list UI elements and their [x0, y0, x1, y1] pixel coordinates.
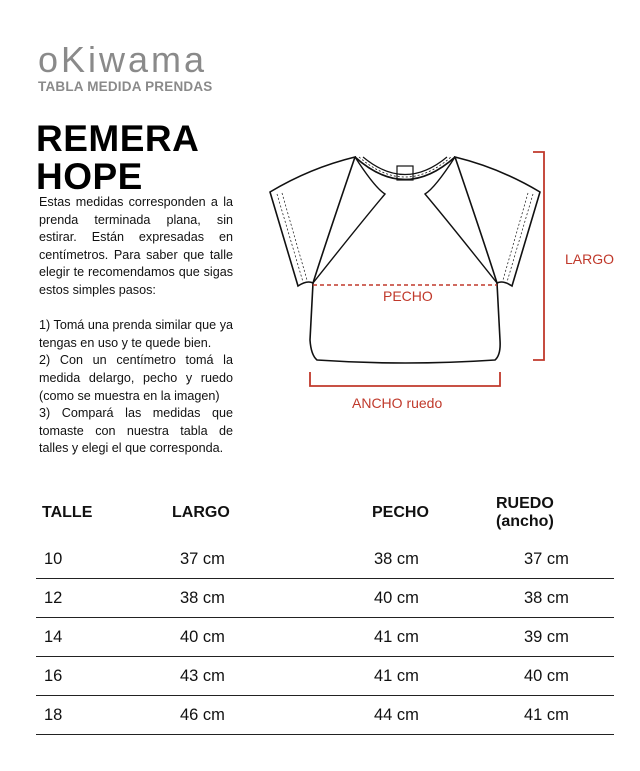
garment-diagram: [255, 140, 625, 420]
instructions-step2: 2) Con un centímetro tomá la medida delargo, pecho y ruedo (como se muestra en la imagen): [39, 353, 233, 403]
cell-pecho: 38 cm: [374, 549, 419, 568]
brand-logo: oKiwama: [38, 39, 208, 80]
instructions-step1: 1) Tomá una prenda similar que ya tengas en uso y te quede bien.: [39, 318, 233, 350]
cell-largo: 38 cm: [180, 588, 225, 607]
product-title-line2: HOPE: [36, 156, 143, 197]
cell-ruedo: 38 cm: [524, 588, 569, 607]
header-pecho: PECHO: [372, 504, 429, 521]
size-table-header: [36, 495, 614, 530]
size-table: [36, 495, 614, 735]
label-ancho-ruedo: ANCHO ruedo: [352, 395, 443, 411]
instructions-step3: 3) Compará las medidas que tomaste con nuestra tabla de talles y elegi el que corresponda.: [39, 406, 233, 456]
size-table-body: [36, 540, 614, 735]
label-tag: [397, 166, 413, 180]
instructions-intro: Estas medidas corresponden a la prenda terminada plana, sin estirar. Están expresadas en centímetros. Para saber que talle elegir te recomendamos que sigas estos simples pasos:: [39, 195, 233, 297]
cell-ruedo: 39 cm: [524, 627, 569, 646]
table-row: [36, 540, 614, 579]
cell-pecho: 41 cm: [374, 627, 419, 646]
cell-ruedo: 40 cm: [524, 666, 569, 685]
tshirt-right-sleeve: [455, 157, 540, 286]
header-ruedo: RUEDO (ancho): [496, 495, 554, 530]
product-title-line1: REMERA: [36, 118, 200, 159]
cell-pecho: 40 cm: [374, 588, 419, 607]
collar-outer: [355, 157, 455, 180]
table-row: [36, 696, 614, 735]
table-row: [36, 579, 614, 618]
label-largo: LARGO: [565, 251, 615, 267]
table-row: [36, 657, 614, 696]
table-row: [36, 618, 614, 657]
tshirt-left-sleeve: [270, 157, 355, 286]
cell-largo: 37 cm: [180, 549, 225, 568]
cell-talle: 10: [44, 549, 63, 568]
paragraph-gap: [39, 300, 233, 318]
cell-ruedo: 37 cm: [524, 549, 569, 568]
brand-block: [38, 39, 248, 94]
instructions: [39, 194, 233, 458]
header-talle: TALLE: [42, 504, 93, 521]
header-largo: LARGO: [172, 504, 230, 521]
cell-pecho: 44 cm: [374, 705, 419, 724]
cell-ruedo: 41 cm: [524, 705, 569, 724]
cell-talle: 14: [44, 627, 63, 646]
ancho-bracket: [310, 372, 500, 386]
cell-largo: 46 cm: [180, 705, 225, 724]
product-title: [36, 120, 199, 196]
cell-largo: 40 cm: [180, 627, 225, 646]
cell-talle: 18: [44, 705, 63, 724]
brand-subtitle: TABLA MEDIDA PRENDAS: [38, 79, 213, 94]
label-pecho: PECHO: [383, 288, 433, 304]
tshirt-illustration: [255, 140, 625, 420]
cell-talle: 12: [44, 588, 63, 607]
largo-bracket: [533, 152, 544, 360]
cell-pecho: 41 cm: [374, 666, 419, 685]
cell-largo: 43 cm: [180, 666, 225, 685]
cell-talle: 16: [44, 666, 63, 685]
